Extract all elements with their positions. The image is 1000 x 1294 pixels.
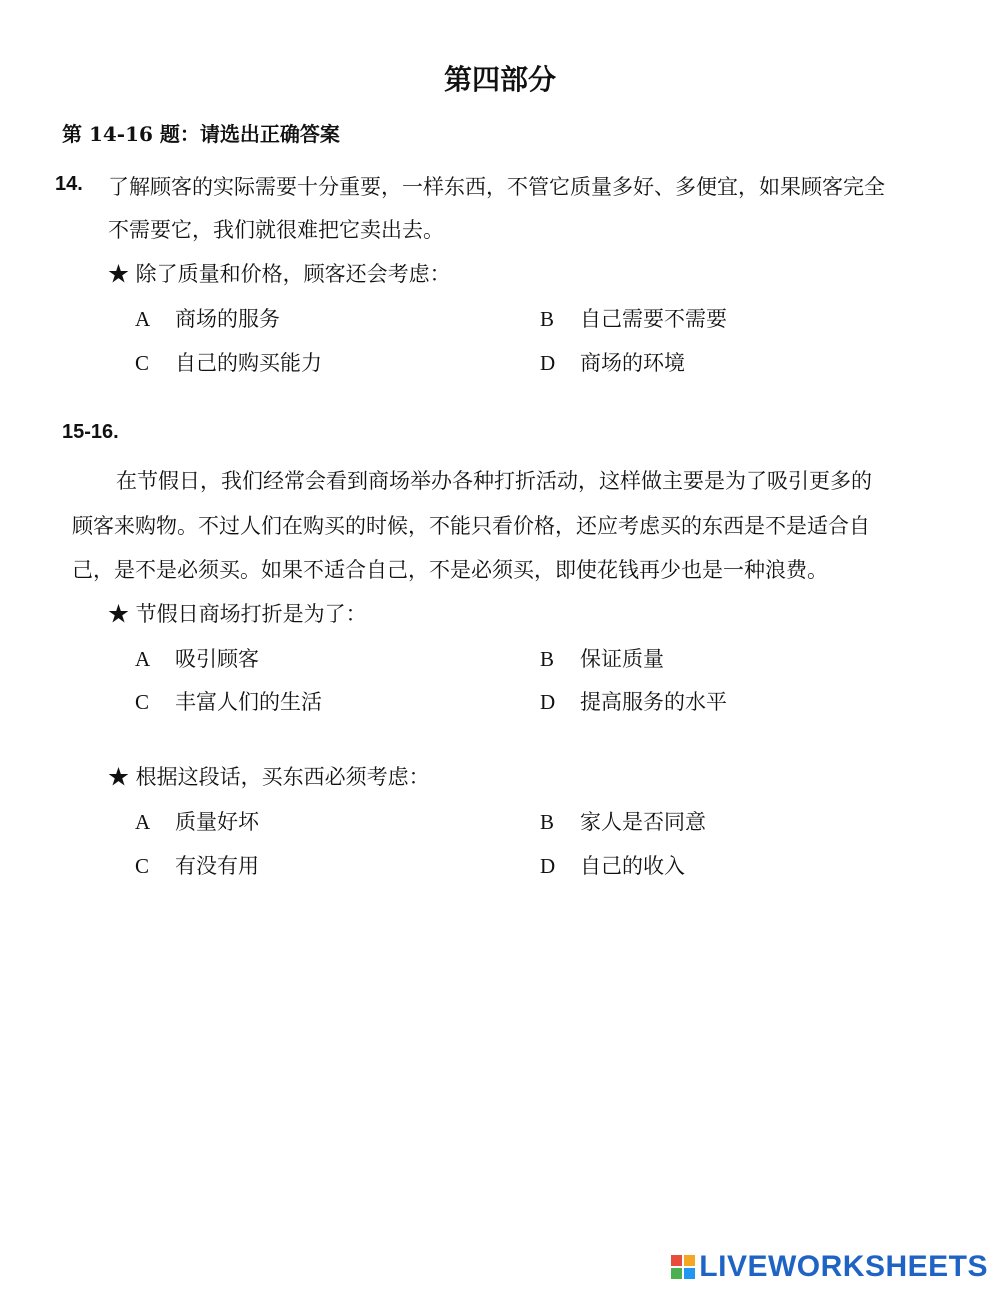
option-text: 丰富人们的生活 — [175, 690, 322, 714]
logo-block — [684, 1255, 695, 1266]
q14-text-line2: 不需要它，我们就很难把它卖出去。 — [108, 218, 444, 242]
passage-line2: 顾客来购物。不过人们在购买的时候，不能只看价格，还应考虑买的东西是不是适合自 — [72, 514, 870, 538]
q14-prompt: ★ 除了质量和价格，顾客还会考虑： — [108, 262, 451, 286]
option-text: 质量好坏 — [175, 810, 259, 834]
q15-option-b[interactable] — [540, 643, 664, 673]
question-number-14: 14. — [55, 173, 83, 195]
passage-line3: 己，是不是必须买。如果不适合自己，不是必须买，即使花钱再少也是一种浪费。 — [72, 558, 828, 582]
option-letter: D — [540, 690, 556, 714]
logo-block — [684, 1268, 695, 1279]
logo-block — [671, 1268, 682, 1279]
option-letter: B — [540, 647, 555, 671]
option-letter: B — [540, 810, 555, 834]
q16-option-a[interactable] — [135, 806, 259, 836]
option-text: 自己需要不需要 — [580, 307, 727, 331]
option-text: 商场的服务 — [175, 307, 280, 331]
question-number-15-16: 15-16. — [62, 421, 119, 443]
passage-line1: 在节假日，我们经常会看到商场举办各种打折活动，这样做主要是为了吸引更多的 — [116, 469, 872, 493]
option-letter: A — [135, 810, 151, 834]
option-text: 保证质量 — [580, 647, 664, 671]
option-text: 吸引顾客 — [175, 647, 259, 671]
option-text: 提高服务的水平 — [580, 690, 727, 714]
section-instruction: 第 14-16 题：请选出正确答案 — [62, 122, 340, 146]
option-letter: B — [540, 307, 555, 331]
q14-option-a[interactable] — [135, 303, 280, 333]
q14-text-line1: 了解顾客的实际需要十分重要，一样东西，不管它质量多好、多便宜，如果顾客完全 — [108, 175, 885, 199]
logo-text: LIVEWORKSHEETS — [699, 1250, 988, 1283]
option-text: 商场的环境 — [580, 351, 685, 375]
q15-option-c[interactable] — [135, 686, 322, 716]
q16-option-d[interactable] — [540, 850, 685, 880]
q16-prompt: ★ 根据这段话，买东西必须考虑： — [108, 765, 430, 789]
option-letter: C — [135, 690, 150, 714]
option-letter: D — [540, 351, 556, 375]
q16-option-c[interactable] — [135, 850, 259, 880]
option-text: 自己的购买能力 — [175, 351, 322, 375]
q15-prompt: ★ 节假日商场打折是为了： — [108, 602, 367, 626]
q14-option-c[interactable] — [135, 347, 322, 377]
option-text: 有没有用 — [175, 854, 259, 878]
logo-blocks-icon — [671, 1255, 695, 1279]
logo-block — [671, 1255, 682, 1266]
option-letter: A — [135, 307, 151, 331]
option-text: 家人是否同意 — [580, 810, 706, 834]
q16-option-b[interactable] — [540, 806, 706, 836]
option-letter: A — [135, 647, 151, 671]
page-title: 第四部分 — [443, 63, 556, 96]
option-letter: D — [540, 854, 556, 878]
option-letter: C — [135, 351, 150, 375]
q15-option-d[interactable] — [540, 686, 727, 716]
q14-option-b[interactable] — [540, 303, 727, 333]
q15-option-a[interactable] — [135, 643, 259, 673]
option-text: 自己的收入 — [580, 854, 685, 878]
q14-option-d[interactable] — [540, 347, 685, 377]
option-letter: C — [135, 854, 150, 878]
liveworksheets-logo — [671, 1250, 988, 1284]
